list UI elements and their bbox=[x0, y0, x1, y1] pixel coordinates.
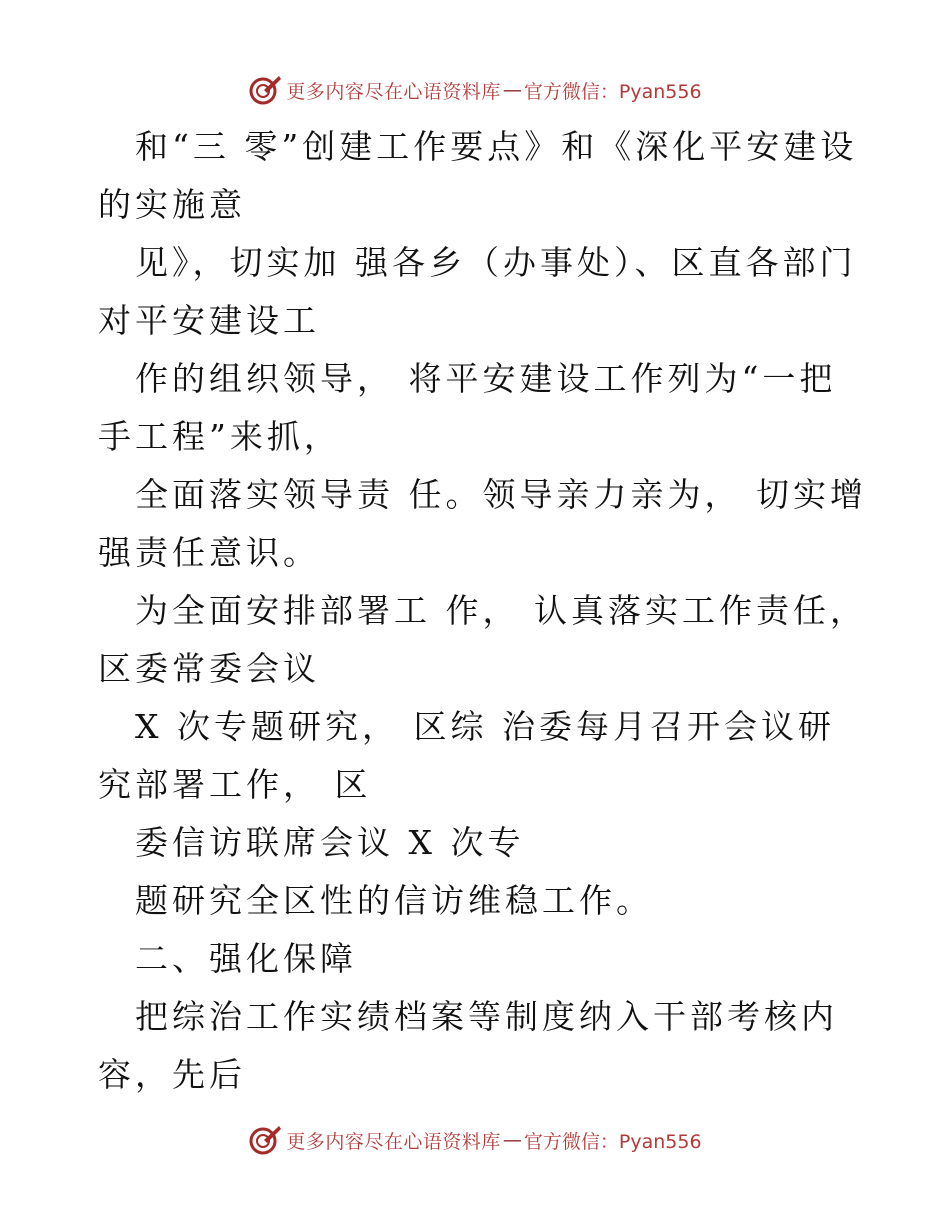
paragraph: 把综治工作实绩档案等制度纳入干部考核内容，先后 bbox=[98, 997, 838, 1094]
paragraph: X 次专题研究， 区综 治委每月召开会议研究部署工作， 区 bbox=[98, 707, 835, 804]
footer-banner bbox=[0, 1120, 950, 1160]
footer-separator: — bbox=[502, 1129, 522, 1151]
paragraph: 题研究全区性的信访维稳工作。 bbox=[135, 881, 653, 920]
document-body bbox=[98, 118, 868, 1104]
header-wechat-text: 官方微信：Pyan556 bbox=[523, 80, 702, 103]
header-separator: — bbox=[502, 79, 522, 101]
paragraph: 见》，切实加 强各乡（办事处）、区直各部门对平安建设工 bbox=[98, 243, 857, 340]
pen-logo-icon bbox=[248, 73, 282, 107]
paragraph: 全面落实领导责 任。领导亲力亲为， 切实增强责任意识。 bbox=[98, 475, 867, 572]
paragraph: 委信访联席会议 X 次专 bbox=[135, 823, 525, 862]
header-banner bbox=[0, 70, 950, 110]
paragraph: 作的组织领导， 将平安建设工作列为“一把手工程”来抓， bbox=[98, 359, 837, 456]
paragraph: 和“三 零”创建工作要点》和《深化平安建设的实施意 bbox=[98, 127, 858, 224]
section-heading: 二、强化保障 bbox=[135, 939, 357, 978]
footer-site-text: 更多内容尽在心语资料库 bbox=[286, 1130, 501, 1153]
footer-wechat-text: 官方微信：Pyan556 bbox=[523, 1130, 702, 1153]
header-site-text: 更多内容尽在心语资料库 bbox=[286, 80, 501, 103]
paragraph: 为全面安排部署工 作， 认真落实工作责任，区委常委会议 bbox=[98, 591, 867, 688]
pen-logo-icon bbox=[248, 1123, 282, 1157]
